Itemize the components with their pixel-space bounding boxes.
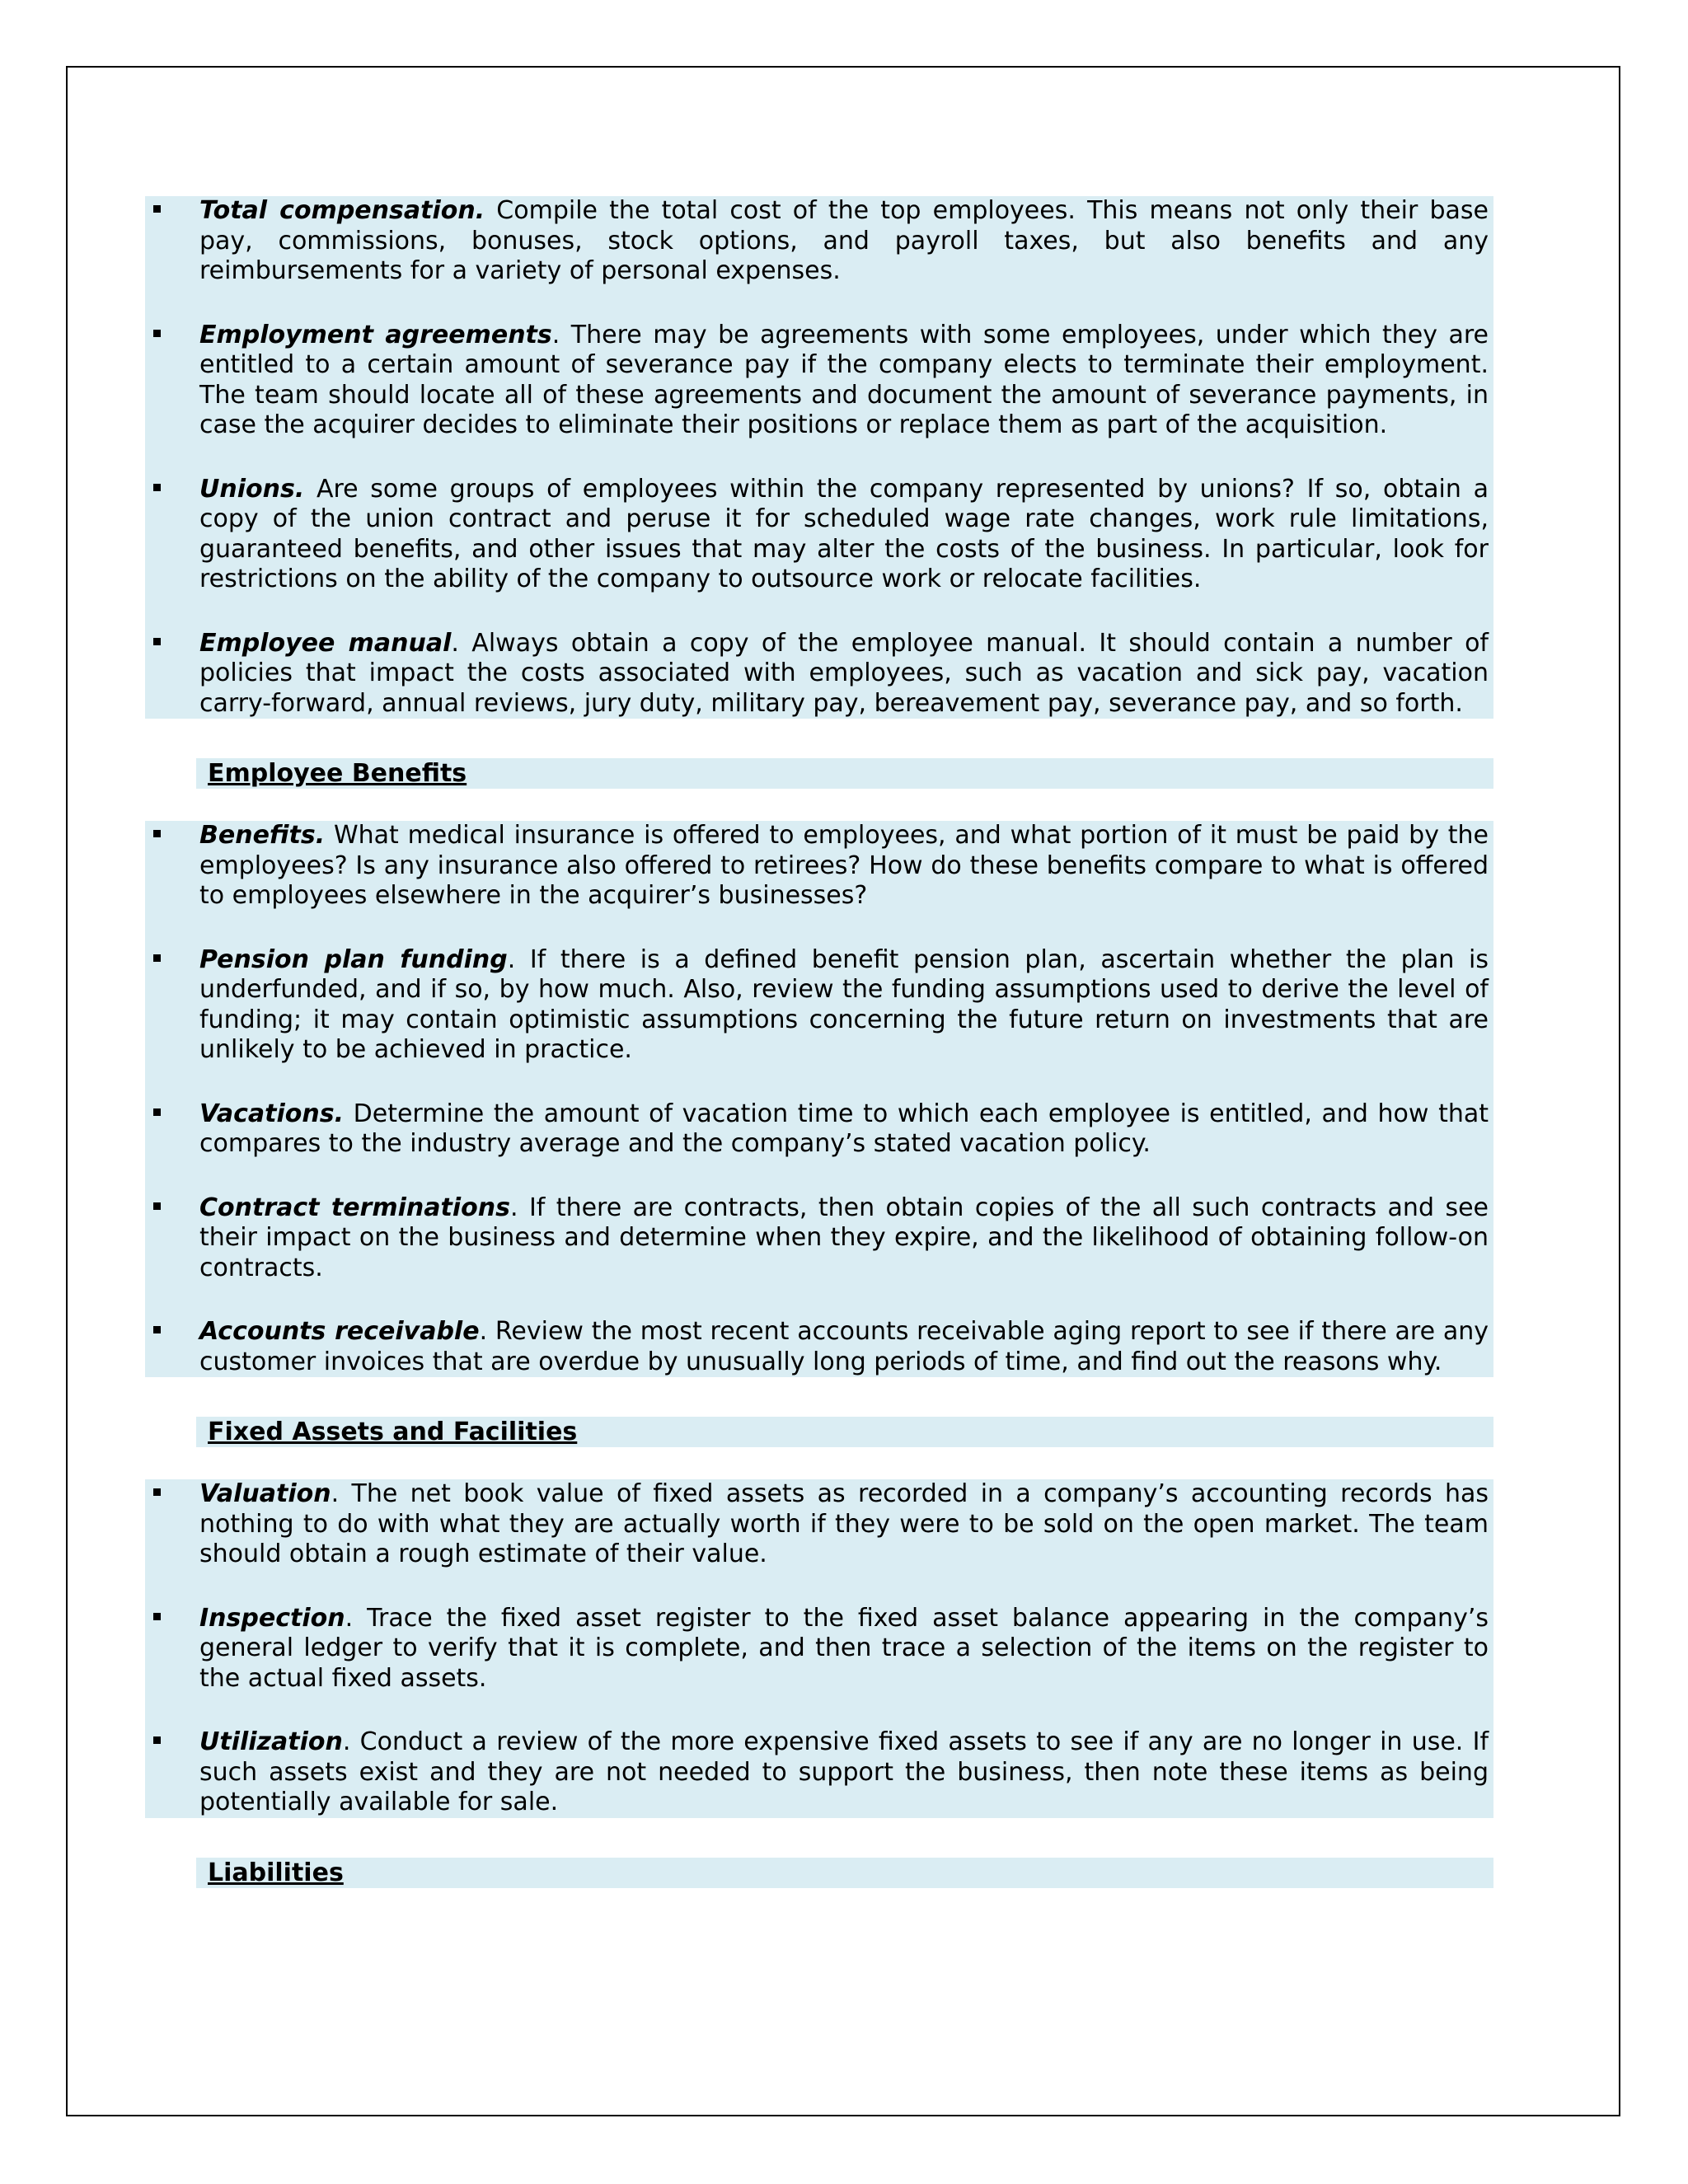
item-term: Pension plan funding [199, 944, 508, 974]
item-text: Conduct a review of the more expensive fixed assets to see if any are no longer in use. If such assets exist and they are not needed to support the business, then note these items as being potentially available for sale. [199, 1727, 1489, 1816]
document-body [145, 196, 1493, 1920]
item-term: Vacations [199, 1099, 335, 1128]
item-punctuation: . [331, 1479, 340, 1508]
item-punctuation: . [334, 1099, 345, 1128]
square-bullet-icon [153, 205, 161, 213]
list-item [145, 1727, 1493, 1818]
section-heading: Employee Benefits [196, 758, 1493, 789]
item-punctuation: . [342, 1727, 351, 1756]
bullet-list [145, 821, 1493, 1377]
square-bullet-icon [153, 1488, 161, 1496]
item-punctuation: . [479, 1317, 488, 1346]
item-text: Are some groups of employees within the company represented by unions? If so, obtain a copy of the union contract and peruse it for scheduled wage rate changes, work rule limitations, guaranteed benefits, and other issues that may alter the costs of the business. In particular, look for restrictions on the ability of the company to outsource work or relocate facilities. [199, 474, 1489, 593]
item-term: Employee manual [199, 628, 452, 658]
square-bullet-icon [153, 638, 161, 645]
square-bullet-icon [153, 830, 161, 837]
item-punctuation: . [294, 474, 305, 504]
list-item [145, 1099, 1493, 1160]
list-item [145, 321, 1493, 441]
item-text: There may be agreements with some employees, under which they are entitled to a certain amount of severance pay if the company elects to terminate their employment. The team should locate all of these agreements and document the amount of severance payments, in case the acquirer decides to eliminate their positions or replace them as part of the acquisition. [199, 320, 1489, 439]
item-text: Trace the fixed asset register to the fixed asset balance appearing in the company’s general ledger to verify that it is complete, and then trace a selection of the items on the register to the actual fixed assets. [199, 1603, 1489, 1693]
item-text: Compile the total cost of the top employees. This means not only their base pay, commissions, bonuses, stock options, and payroll taxes, but also benefits and any reimbursements for a variety of personal expenses. [199, 196, 1489, 285]
item-punctuation: . [315, 821, 326, 850]
section-heading: Liabilities [196, 1858, 1493, 1888]
item-text: If there are contracts, then obtain copies of the all such contracts and see their impact on the business and determine when they expire, and the likelihood of obtaining follow-on contracts. [199, 1193, 1489, 1282]
item-text: Always obtain a copy of the employee manual. It should contain a number of policies that impact the costs associated with employees, such as vacation and sick pay, vacation carry-forward, annual reviews, jury duty, military pay, bereavement pay, severance pay, and so forth. [199, 628, 1489, 718]
item-term: Contract terminations [199, 1193, 510, 1222]
item-punctuation: . [451, 628, 459, 658]
item-punctuation: . [507, 944, 516, 974]
list-item [145, 1317, 1493, 1377]
square-bullet-icon [153, 954, 161, 962]
section-heading: Fixed Assets and Facilities [196, 1417, 1493, 1447]
item-punctuation: . [551, 320, 560, 349]
item-text: What medical insurance is offered to employees, and what portion of it must be paid by the employees? Is any insurance also offered to retirees? How do these benefits compare to what is offered to employees elsewhere in the acquirer’s businesses? [199, 821, 1489, 910]
list-item [145, 1604, 1493, 1694]
item-term: Total compensation [199, 196, 476, 225]
list-item [145, 1193, 1493, 1284]
item-term: Accounts receivable [199, 1317, 480, 1346]
item-punctuation: . [509, 1193, 518, 1222]
square-bullet-icon [153, 1326, 161, 1333]
item-term: Unions [199, 474, 295, 504]
square-bullet-icon [153, 1108, 161, 1116]
item-term: Employment agreements [199, 320, 552, 349]
item-punctuation: . [345, 1603, 354, 1633]
square-bullet-icon [153, 330, 161, 337]
item-term: Inspection [199, 1603, 345, 1633]
square-bullet-icon [153, 1736, 161, 1744]
item-term: Valuation [199, 1479, 331, 1508]
bullet-list [145, 196, 1493, 719]
square-bullet-icon [153, 484, 161, 491]
square-bullet-icon [153, 1202, 161, 1210]
list-item [145, 1479, 1493, 1570]
list-item [145, 196, 1493, 287]
item-term: Utilization [199, 1727, 343, 1756]
list-item [145, 629, 1493, 719]
item-text: Review the most recent accounts receivable aging report to see if there are any customer invoices that are overdue by unusually long periods of time, and find out the reasons why. [199, 1317, 1489, 1376]
square-bullet-icon [153, 1613, 161, 1620]
item-term: Benefits [199, 821, 316, 850]
bullet-list [145, 1479, 1493, 1818]
item-text: The net book value of fixed assets as recorded in a company’s accounting records has nothing to do with what they are actually worth if they were to be sold on the open market. The team should obtain a rough estimate of their value. [199, 1479, 1489, 1568]
list-item [145, 821, 1493, 912]
item-punctuation: . [475, 196, 485, 225]
list-item [145, 475, 1493, 595]
item-text: Determine the amount of vacation time to which each employee is entitled, and how that compares to the industry average and the company’s stated vacation policy. [199, 1099, 1489, 1158]
item-text: If there is a defined benefit pension plan, ascertain whether the plan is underfunded, and if so, by how much. Also, review the funding assumptions used to derive the level of funding; it may contain optimistic assumptions concerning the future return on investments that are unlikely to be achieved in practice. [199, 944, 1489, 1064]
list-item [145, 945, 1493, 1066]
